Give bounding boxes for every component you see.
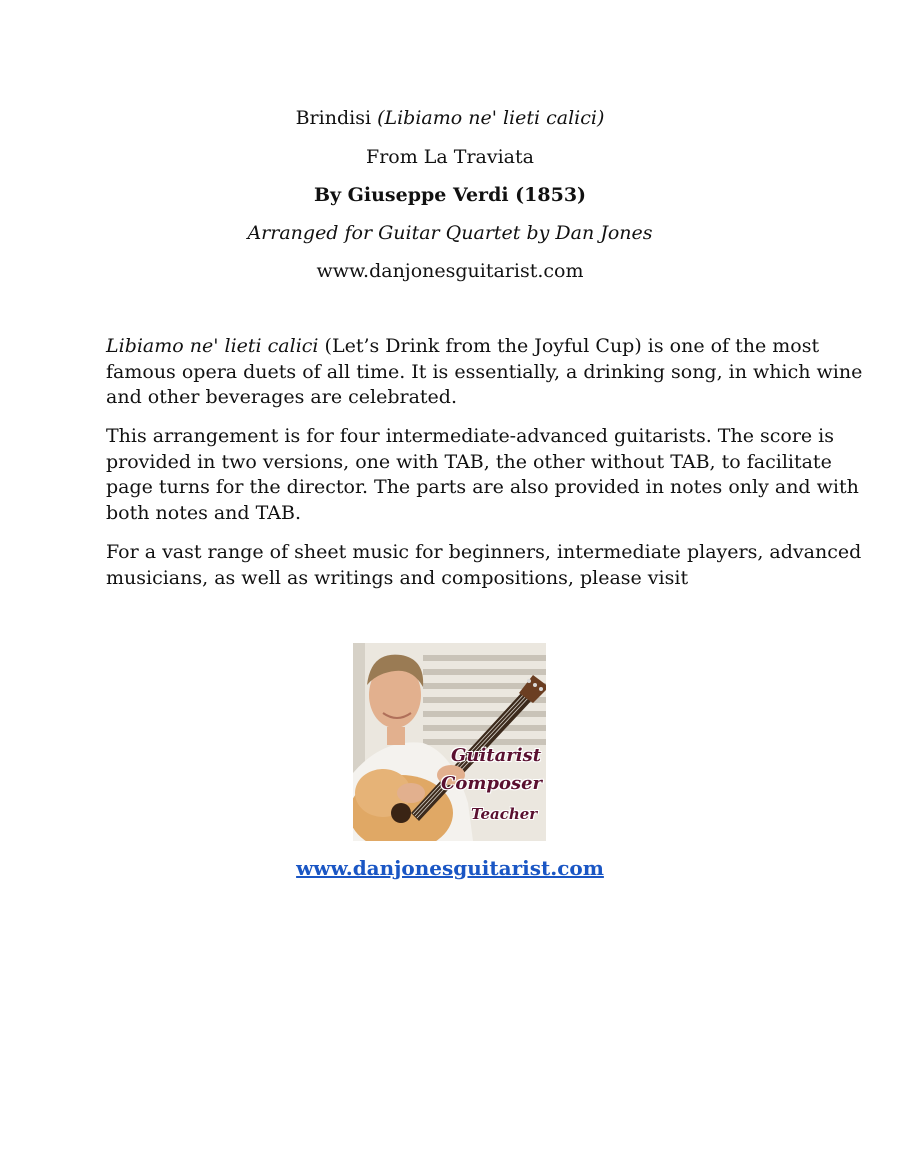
piece-title (0, 106, 900, 130)
arrangement-line-3: page turns for the director. The parts are also provided in notes only and with (106, 476, 859, 498)
visit-line-1: For a vast range of sheet music for beginners, intermediate players, advanced (106, 541, 862, 563)
website-link[interactable]: www.danjonesguitarist.com (296, 856, 604, 880)
opera-source: From La Traviata (366, 146, 534, 168)
piece-title-italic: (Libiamo ne' lieti calici) (377, 107, 605, 129)
description-line-2: famous opera duets of all time. It is essentially, a drinking song, in which wine (106, 360, 863, 383)
description-line-3: and other beverages are celebrated. (106, 386, 457, 408)
song-title-italic: Libiamo ne' lieti calici (106, 335, 319, 357)
visit-paragraph (106, 540, 862, 591)
arrangement-line-2: provided in two versions, one with TAB, the other without TAB, to facilitate (106, 450, 832, 473)
badge-teacher: Teacher (471, 805, 538, 823)
piece-title-main: Brindisi (295, 107, 378, 129)
visit-line-2: musicians, as well as writings and compositions, please visit (106, 566, 689, 589)
composer-credit: By Giuseppe Verdi (1853) (313, 184, 587, 206)
description-paragraph (106, 334, 863, 411)
header-website: www.danjonesguitarist.com (316, 260, 584, 282)
arrangement-paragraph (106, 424, 859, 526)
arrangement-line-1: This arrangement is for four intermediate-advanced guitarists. The score is (106, 425, 835, 447)
description-line-1 (106, 334, 820, 360)
guitarist-promo-image (353, 643, 546, 841)
arrangement-line-4: both notes and TAB. (106, 501, 301, 524)
description-line-1-rest: (Let’s Drink from the Joyful Cup) is one of the most (318, 335, 820, 357)
badge-guitarist: Guitarist (451, 745, 542, 766)
badge-composer: Composer (441, 773, 543, 794)
arranger-credit: Arranged for Guitar Quartet by Dan Jones (247, 222, 653, 244)
